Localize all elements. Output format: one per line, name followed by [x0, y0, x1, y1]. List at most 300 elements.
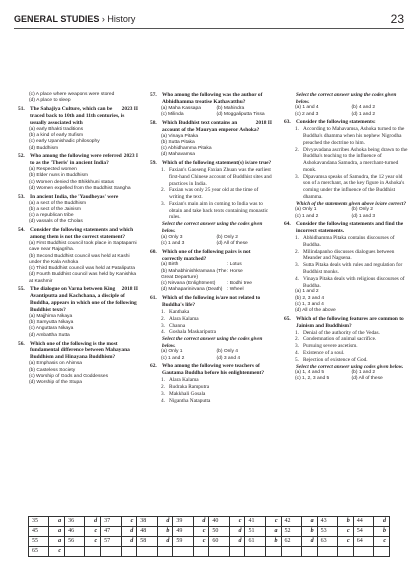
answer-option: (b) 2, 3 and 4 — [295, 295, 325, 301]
question-text — [162, 120, 272, 134]
statement-number: 3. — [295, 262, 299, 269]
answer-question-number: 62 — [281, 537, 301, 547]
statement-number: 1. — [295, 235, 299, 242]
question-number: 55. — [18, 286, 25, 293]
exam-year: 2018 II — [255, 119, 272, 126]
question-stem: The dialogue on Varna between King Avantiputta and Kachchana, a disciple of Buddha, appears in which one of the following Buddhist texts? — [30, 286, 137, 314]
statement-item — [284, 357, 408, 364]
question-stem: Which of the following is/are not related to Buddha's life? — [162, 295, 261, 309]
statement-number: 4. — [295, 349, 299, 356]
answer-question-number: 57 — [101, 537, 121, 547]
question — [18, 286, 138, 314]
answer-letter — [338, 547, 354, 557]
question-number: 62. — [150, 363, 157, 370]
answer-question-number — [137, 547, 157, 557]
answer-letter: c — [85, 527, 101, 537]
question-number: 56. — [18, 340, 25, 347]
answer-letter: d — [229, 527, 245, 537]
statement-number: 1. — [161, 309, 165, 316]
question-text — [296, 119, 408, 126]
answer-option: (d) All of the above — [295, 308, 336, 314]
statement-text: Goshala Maskariputra — [169, 329, 216, 336]
answer-letter: c — [85, 537, 101, 547]
statement-text: Makkhali Gosala — [169, 390, 206, 397]
answer-letter — [193, 547, 209, 557]
question — [284, 221, 408, 235]
answer-option: (b) Only 2 — [216, 234, 238, 240]
statement-item — [284, 174, 408, 201]
statement-text: Alara Kalama — [169, 377, 199, 384]
statement-item — [150, 316, 272, 323]
answer-option: (d) 1 and 3 — [351, 213, 376, 219]
answer-option: (b) 1 and 2 — [351, 370, 376, 376]
answer-letter: c — [338, 527, 354, 537]
statement-text: Denial of the authority of the Vedas. — [303, 329, 380, 336]
answer-option: (d) 1 and 2 — [351, 111, 376, 117]
answer-option: (b) Only 4 — [216, 349, 238, 355]
question-text — [30, 341, 138, 362]
answer-option: (d) Worship of the Stupa — [29, 380, 82, 386]
statement-number: 2. — [295, 336, 299, 343]
question-number: 63. — [284, 119, 291, 126]
answer-letter: c — [49, 547, 65, 557]
answer-question-number: 45 — [29, 527, 49, 537]
pair-symbol: : Lotus — [227, 262, 242, 268]
statement-number: 1. — [295, 329, 299, 336]
answer-option: (c) Worship of Gods and Goddesses — [29, 373, 109, 379]
question-text — [296, 316, 408, 330]
statement-number: 2. — [295, 248, 299, 255]
question-number: 54. — [18, 227, 25, 234]
answer-letter: c — [374, 537, 390, 547]
question — [150, 120, 272, 134]
question-number: 53. — [18, 193, 25, 200]
pair-event: (c) Nirvana (Enlightment) — [161, 281, 216, 287]
question — [150, 363, 272, 377]
option-row — [284, 376, 408, 382]
answer-question-number: 58 — [137, 537, 157, 547]
answer-option: (c) Abhidhamma Pitaka — [161, 146, 212, 152]
answer-option: (d) Buddhism — [29, 145, 59, 151]
statement-text: Alara Kalama — [169, 315, 199, 322]
answer-option: (a) Only 1 — [161, 349, 183, 355]
answer-letter — [374, 547, 390, 557]
answer-question-number: 63 — [317, 537, 337, 547]
pair-event: (b) Mahabhinishkramana (The Great Departure) — [161, 268, 227, 280]
answer-question-number: 48 — [137, 527, 157, 537]
statement-item — [284, 350, 408, 357]
question-stem: In ancient India, the 'Yaudheyas' were — [30, 193, 119, 200]
answer-row — [29, 527, 390, 537]
statement-text: According to Mahavamsa, Ashoka turned to the Buddha's dhamma when his nephew Nigrodha preached the doctrine to him. — [303, 126, 405, 146]
answer-question-number: 36 — [65, 517, 85, 527]
statement-item — [150, 377, 272, 384]
answer-option: (a) early Bhakti traditions — [29, 126, 84, 132]
question — [284, 316, 408, 330]
answer-question-number: 46 — [65, 527, 85, 537]
answer-row — [29, 517, 390, 527]
answer-question-number: 39 — [173, 517, 193, 527]
answer-option: (c) 2 and 3 — [295, 111, 319, 117]
exam-year: 2023 I — [123, 153, 138, 160]
statement-number: 2. — [295, 146, 299, 153]
answer-letter: b — [338, 517, 354, 527]
question-text — [296, 221, 408, 235]
answer-question-number — [209, 547, 229, 557]
answer-letter: b — [157, 527, 173, 537]
answer-letter: d — [85, 517, 101, 527]
answer-question-number: 56 — [65, 537, 85, 547]
pair-symbol: : Wheel — [227, 287, 244, 293]
answer-option: (c) 1 and 2 — [295, 213, 319, 219]
statement-number: 1. — [161, 167, 165, 174]
answer-row — [29, 547, 390, 557]
pair-event: (d) Mahaparinirvana (Death) — [161, 287, 223, 293]
answer-letter: a — [49, 517, 65, 527]
answer-option: (a) Majjhima Nikaya — [29, 313, 73, 319]
answer-option: (a) Respected women — [29, 167, 77, 173]
question-text — [30, 106, 138, 127]
answer-letter: a — [49, 537, 65, 547]
answer-letter: c — [193, 537, 209, 547]
answer-letter — [121, 547, 137, 557]
statement-item — [150, 384, 272, 391]
answer-option: (d) Fourth Buddhist council was held by Kanishka at Kashmir — [29, 272, 137, 284]
answer-question-number — [173, 547, 193, 557]
column-right — [284, 92, 408, 383]
answer-option: (a) 1, 4 and 5 — [295, 370, 325, 376]
statement-text: Existence of a soul. — [303, 349, 345, 356]
answer-row — [29, 537, 390, 547]
answer-question-number: 64 — [353, 537, 373, 547]
question-text — [162, 295, 272, 309]
statement-number: 2. — [161, 187, 165, 194]
statement-item — [150, 323, 272, 330]
statement-number: 4. — [295, 275, 299, 282]
answer-question-number: 53 — [317, 527, 337, 537]
answer-option: (c) Women denied the Bhikkhuni status — [29, 179, 114, 185]
answer-question-number: 44 — [353, 517, 373, 527]
statement-number: 2. — [161, 384, 165, 391]
exam-year: 2023 II — [121, 106, 138, 113]
answer-option: (c) Milinda — [161, 112, 184, 118]
statement-number: 4. — [161, 397, 165, 404]
statement-text: Pursuing severe ascetism. — [303, 343, 358, 350]
option-row — [150, 356, 272, 362]
answer-option: (a) Only 3 — [161, 234, 183, 240]
question — [18, 341, 138, 362]
answer-option: (c) 1 and 3 — [161, 240, 185, 246]
question — [150, 295, 272, 309]
answer-question-number: 42 — [281, 517, 301, 527]
answer-letter: a — [49, 527, 65, 537]
question-stem: The Sahajiya Culture, which can be traced back to 10th and 11th centuries, is usually associated with — [30, 106, 125, 126]
statement-item — [150, 187, 272, 201]
question — [18, 153, 138, 167]
answer-option: (b) Casteless Society — [29, 367, 76, 373]
answer-letter: c — [193, 527, 209, 537]
answer-option: (a) Vinaya Pitaka — [161, 133, 199, 139]
question-number: 58. — [150, 119, 157, 126]
answer-option: (a) Maha Kassapa — [161, 105, 201, 111]
header-rule — [14, 28, 404, 29]
question — [150, 92, 272, 106]
pair-event: (a) Birth — [161, 262, 179, 268]
pair-symbol: : Bodhi tree — [227, 281, 253, 287]
answer-question-number: 37 — [101, 517, 121, 527]
question-stem: Which of the following features are common to Jainism and Buddhism? — [296, 315, 404, 329]
option-row — [150, 241, 272, 247]
answer-option: (d) All of these — [351, 376, 383, 382]
section-title: GENERAL STUDIES — [14, 14, 100, 24]
answer-question-number: 52 — [281, 527, 301, 537]
statement-text: Sutta Pitaka deals with rules and regulation for Buddhist monks. — [303, 262, 403, 275]
statement-number: 4. — [161, 329, 165, 336]
instruction-text: Which of the statements given above is/are correct? — [296, 200, 406, 207]
answer-option: (a) 1 and 2 — [295, 289, 319, 295]
answer-key-table — [28, 516, 390, 557]
question-text — [30, 194, 138, 201]
statement-number: 1. — [161, 377, 165, 384]
answer-letter — [85, 547, 101, 557]
match-pair — [150, 287, 272, 293]
answer-letter: d — [374, 517, 390, 527]
question-number: 65. — [284, 315, 291, 322]
running-title — [14, 14, 135, 26]
answer-option: (a) a sect of the Buddhism — [29, 200, 87, 206]
match-pair — [150, 269, 272, 282]
answer-letter — [229, 547, 245, 557]
answer-question-number: 50 — [209, 527, 229, 537]
question-text — [30, 227, 138, 241]
statement-text: Faxian was only 25 year old at the time of writing the text. — [169, 187, 259, 201]
question-number: 57. — [150, 92, 157, 98]
statement-number: 3. — [161, 200, 165, 207]
statement-item — [150, 329, 272, 336]
question-stem: Consider the following statements and which among them is not the correct statement? — [30, 227, 134, 241]
statement-item — [150, 391, 272, 398]
question-stem: Which one of the following pairs is not correctly matched? — [162, 248, 251, 262]
answer-question-number — [317, 547, 337, 557]
answer-question-number: 51 — [245, 527, 265, 537]
statement-text: Condemnation of animal sacrifice. — [303, 336, 377, 343]
question-text — [30, 153, 138, 167]
answer-question-number: 41 — [245, 517, 265, 527]
answer-option: (a) Emphasis on Ahimsa — [29, 361, 83, 367]
page-number: 23 — [390, 12, 404, 26]
statement-text: Dipavamsa speaks of Samudra, the 12 year old son of a merchant, as the key figure in Ashoka's coming under the influence of the Buddhist dhamma. — [303, 173, 405, 200]
exam-year: 2018 II — [121, 286, 138, 293]
question-stem: Consider the following statements: — [296, 119, 376, 126]
answer-letter — [265, 547, 281, 557]
answer-option: (c) early Upanishadic philosophy — [29, 139, 100, 145]
answer-question-number: 54 — [353, 527, 373, 537]
question-text — [162, 92, 272, 106]
answer-letter: c — [229, 517, 245, 527]
topic-title: History — [107, 14, 136, 24]
question — [18, 194, 138, 201]
answer-option: (d) 3 and 4 — [216, 355, 241, 361]
chevron-right-icon: › — [101, 14, 105, 24]
answer-option: (c) Third Buddhist council was held at Pataliputra — [29, 266, 135, 272]
answer-letter: d — [121, 537, 137, 547]
pair-symbol: : Horse — [227, 268, 243, 274]
answer-letter: d — [157, 517, 173, 527]
question-stem: Which of the following statement(s) is/are true? — [162, 160, 272, 167]
instruction-text: Select the correct answer using the codes given below. — [296, 92, 397, 105]
statement-text: Milindapanho discusses dialogues between Meander and Nagsena. — [303, 248, 395, 262]
answer-letter: a — [301, 517, 317, 527]
answer-question-number: 59 — [173, 537, 193, 547]
answer-question-number: 47 — [101, 527, 121, 537]
column-left — [18, 92, 138, 386]
answer-option: (d) vassals of the Cholas — [29, 219, 83, 225]
answer-question-number: 65 — [29, 547, 49, 557]
statement-number: 3. — [295, 173, 299, 180]
statement-text: Rejection of existence of God. — [303, 356, 368, 363]
answer-question-number — [65, 547, 85, 557]
answer-option: (a) First Buddhist council took place in Saptaparni cave near Rajagriha. — [29, 240, 137, 253]
answer-letter: d — [121, 527, 137, 537]
answer-option: (a) 1 and 4 — [295, 105, 319, 111]
statement-text: Kanthaka — [169, 309, 190, 316]
answer-option: (b) Samyutta Nikaya — [29, 320, 74, 326]
statement-item — [150, 201, 272, 221]
answer-question-number: 55 — [29, 537, 49, 547]
statement-number: 3. — [161, 390, 165, 397]
option-row — [284, 112, 408, 118]
question-number: 59. — [150, 160, 157, 167]
statement-item — [284, 249, 408, 263]
question — [18, 106, 138, 127]
statement-item — [284, 235, 408, 249]
answer-option: (c) A place where weapons were stored — [29, 92, 115, 97]
question-number: 64. — [284, 221, 291, 228]
answer-letter — [301, 547, 317, 557]
answer-letter: b — [301, 527, 317, 537]
answer-option: (b) Sutta Pitaka — [161, 139, 195, 145]
answer-letter: d — [193, 517, 209, 527]
option-row — [150, 112, 272, 118]
statement-text: Faxian's Gaoseng Faxian Zhuan was the earliest first-hand Chinese account of Buddhist sites and practices in India. — [169, 167, 272, 187]
statement-item — [150, 167, 272, 187]
question — [284, 119, 408, 126]
answer-option: (d) Women expelled from the Buddhist Sangha — [29, 185, 131, 191]
answer-letter: c — [265, 517, 281, 527]
question-text — [30, 286, 138, 314]
statement-text: Divyavadana ascribes Ashoka being drawn to the Buddha's teaching to the influence of Ashokavandana Samudra, a merchant-turned monk. — [303, 146, 408, 173]
answer-letter: b — [265, 537, 281, 547]
answer-option: (b) Mahindra — [216, 105, 245, 111]
answer-question-number: 35 — [29, 517, 49, 527]
instruction-text: Select the correct answer using codes given below. — [296, 363, 404, 370]
answer-question-number: 40 — [209, 517, 229, 527]
statement-number: 1. — [295, 126, 299, 133]
question-text — [162, 363, 272, 377]
answer-option: (b) 4 and 2 — [351, 105, 376, 111]
answer-option: (d) A place to sleep — [29, 98, 71, 104]
question-text — [162, 160, 272, 167]
answer-option: (d) Ambattha Sutta — [29, 332, 70, 338]
question-number: 60. — [150, 248, 157, 255]
question-stem: Who among the following was the author of Abhidhamma treatise Kathavatthu? — [162, 92, 263, 105]
answer-option: (b) a sect of the Jainism — [29, 206, 81, 212]
option-row — [284, 214, 408, 220]
statement-text: Faxian's main aim in coming to India was to obtain and take back texts containing monastic rules. — [169, 200, 269, 221]
answer-letter: c — [121, 517, 137, 527]
answer-letter: d — [301, 537, 317, 547]
question-stem: Consider the following statements and find the incorrect statements. — [296, 221, 404, 235]
answer-question-number: 61 — [245, 537, 265, 547]
statement-number: 5. — [295, 356, 299, 363]
question-stem: Which one of the following is the most fundamental difference between Mahayana Buddhism and Hinayana Buddhism? — [30, 340, 130, 361]
answer-question-number: 49 — [173, 527, 193, 537]
question — [150, 249, 272, 263]
answer-letter: c — [338, 537, 354, 547]
statement-text: Abhidhamma Pitaka contains discourses of Buddha. — [303, 235, 395, 248]
answer-question-number — [353, 547, 373, 557]
answer-option: (b) Second Buddhist council was held at Kashi under the Kala Ashoka — [29, 253, 130, 265]
answer-question-number — [101, 547, 121, 557]
statement-item — [284, 147, 408, 174]
answer-question-number: 43 — [317, 517, 337, 527]
statement-text: Channa — [169, 322, 186, 329]
answer-letter: d — [229, 537, 245, 547]
statement-item — [150, 398, 272, 405]
instruction-text: Select the correct answer using the codes given below. — [162, 221, 263, 234]
question-stem: Who among the following were referred to as the 'Theris' in ancient India? — [30, 153, 122, 167]
answer-option: (b) Elder nuns in Buddhism — [29, 173, 88, 179]
statement-item — [284, 343, 408, 350]
statement-item — [284, 276, 408, 290]
answer-question-number — [245, 547, 265, 557]
question-number: 61. — [150, 295, 157, 302]
instruction-text: Select the correct answer using the codes given below. — [162, 336, 263, 349]
statement-item — [150, 309, 272, 316]
answer-option: (c) 1 and 2 — [161, 355, 185, 361]
question-number: 52. — [18, 153, 25, 160]
question-stem: Which Buddhist text contains an account of the Mauryan emperor Ashoka? — [162, 119, 260, 133]
question — [150, 160, 272, 167]
statement-number: 2. — [161, 315, 165, 322]
answer-option: (c) a republican tribe — [29, 213, 74, 219]
question — [18, 227, 138, 241]
answer-letter: a — [265, 527, 281, 537]
answer-option: (c) 1, 3 and 4 — [295, 301, 324, 307]
statement-item — [284, 262, 408, 276]
statement-text: Nigantha Nataputta — [169, 397, 211, 404]
question-number: 51. — [18, 106, 25, 113]
answer-letter: b — [374, 527, 390, 537]
answer-option: (b) Only 2 — [351, 207, 373, 213]
statement-text: Rudraka Ramputra — [169, 384, 210, 391]
answer-option: (c) Anguttara Nikaya — [29, 326, 74, 332]
answer-option: (d) Mahavamsa — [161, 152, 195, 158]
answer-question-number — [281, 547, 301, 557]
statement-number: 3. — [161, 322, 165, 329]
answer-option: (b) a kind of early Sufism — [29, 133, 84, 139]
answer-option: (a) Only 1 — [295, 207, 317, 213]
question-stem: Who among the following were teachers of Gautama Buddha before his enlightenment? — [162, 363, 265, 377]
answer-question-number: 38 — [137, 517, 157, 527]
answer-option: (d) All of these — [216, 240, 248, 246]
answer-question-number: 60 — [209, 537, 229, 547]
statement-text: Vinaya Pitaka deals with religious discourses of Buddha. — [303, 275, 405, 289]
question-text — [162, 249, 272, 263]
answer-option: (c) 1, 2, 3 and 5 — [295, 376, 330, 382]
answer-option: (d) Moggaliputta Tissa — [216, 112, 265, 118]
page-header — [14, 14, 404, 26]
